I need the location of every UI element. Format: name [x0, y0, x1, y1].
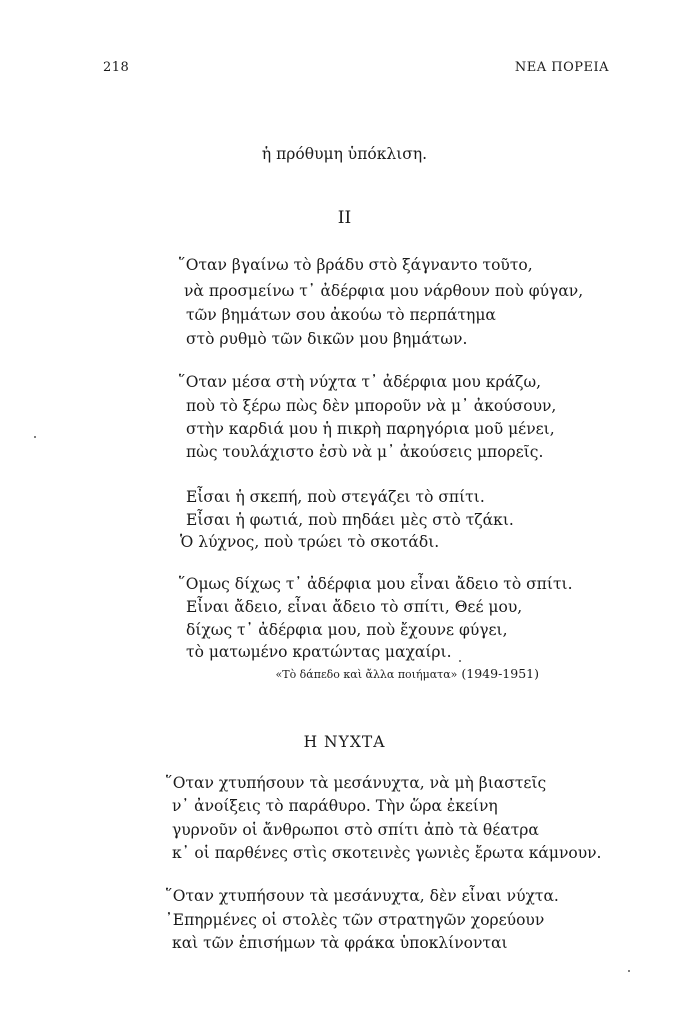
- verse-line: ν᾿ ἀνοίξεις τὸ παράθυρο. Τὴν ὥρα ἐκείνη: [172, 797, 498, 815]
- verse-line: τῶν βημάτων σου ἀκούω τὸ περπάτημα: [186, 306, 496, 324]
- running-title: ΝΕΑ ΠΟΡΕΙΑ: [514, 60, 609, 75]
- verse-line: γυρνοῦν οἱ ἄνθρωποι στὸ σπίτι ἀπὸ τὰ θέατρα: [172, 821, 539, 839]
- page-number: 218: [103, 60, 130, 75]
- speck: [34, 436, 36, 438]
- verse-line: Εἶναι ἄδειο, εἶναι ἄδειο τὸ σπίτι, Θεέ μου,: [186, 598, 523, 616]
- speck: [459, 660, 461, 662]
- verse-line: καὶ τῶν ἐπισήμων τὰ φράκα ὑποκλίνονται: [172, 934, 508, 952]
- verse-line: δίχως τ᾿ ἀδέρφια μου, ποὺ ἔχουνε φύγει,: [186, 621, 508, 639]
- verse-line: τὸ ματωμένο κρατώντας μαχαίρι.: [186, 643, 452, 661]
- verse-line: πὼς τουλάχιστο ἐσὺ νὰ μ᾿ ἀκούσεις μπορεῖς.: [186, 443, 544, 461]
- source-citation: [276, 666, 540, 681]
- speck: [628, 970, 630, 972]
- verse-line: νὰ προσμείνω τ᾿ ἀδέρφια μου νάρθουν ποὺ φύγαν,: [184, 282, 584, 300]
- continuation-line: ἡ πρόθυμη ὑπόκλιση.: [261, 145, 428, 163]
- verse-line: ῞Οταν χτυπήσουν τὰ μεσάνυχτα, νὰ μὴ βιαστεῖς: [165, 774, 547, 792]
- verse-line: ποὺ τὸ ξέρω πὼς δὲν μποροῦν νὰ μ᾿ ἀκούσουν,: [186, 397, 557, 415]
- verse-line: στὸ ρυθμὸ τῶν δικῶν μου βημάτων.: [186, 330, 468, 348]
- source-collection: «Τὸ δάπεδο καὶ ἄλλα ποιήματα»: [275, 668, 458, 681]
- verse-line: Εἶσαι ἡ φωτιά, ποὺ πηδάει μὲς στὸ τζάκι.: [186, 511, 514, 529]
- verse-line: κ᾿ οἱ παρθένες στὶς σκοτεινὲς γωνιὲς ἔρωτα κάμνουν.: [172, 844, 602, 862]
- verse-line: στὴν καρδιά μου ἡ πικρὴ παρηγόρια μοῦ μένει,: [186, 420, 555, 438]
- verse-line: Ὁ λύχνος, ποὺ τρώει τὸ σκοτάδι.: [180, 533, 440, 551]
- verse-line: Εἶσαι ἡ σκεπή, ποὺ στεγάζει τὸ σπίτι.: [186, 488, 485, 506]
- verse-line: ῞Οταν χτυπήσουν τὰ μεσάνυχτα, δὲν εἶναι νύχτα.: [165, 887, 559, 905]
- source-years: (1949-1951): [461, 666, 539, 681]
- verse-line: ῞Οταν μέσα στὴ νύχτα τ᾿ ἀδέρφια μου κράζω,: [178, 373, 542, 391]
- section-numeral: II: [337, 208, 352, 228]
- verse-line: ᾿Επηρμένες οἱ στολὲς τῶν στρατηγῶν χορεύουν: [165, 911, 545, 929]
- verse-line: ῞Οταν βγαίνω τὸ βράδυ στὸ ξάγναντο τοῦτο,: [178, 256, 533, 274]
- poem-title: Η ΝΥΧΤΑ: [303, 733, 386, 751]
- verse-line: ῞Ομως δίχως τ᾿ ἀδέρφια μου εἶναι ἄδειο τὸ σπίτι.: [178, 575, 573, 593]
